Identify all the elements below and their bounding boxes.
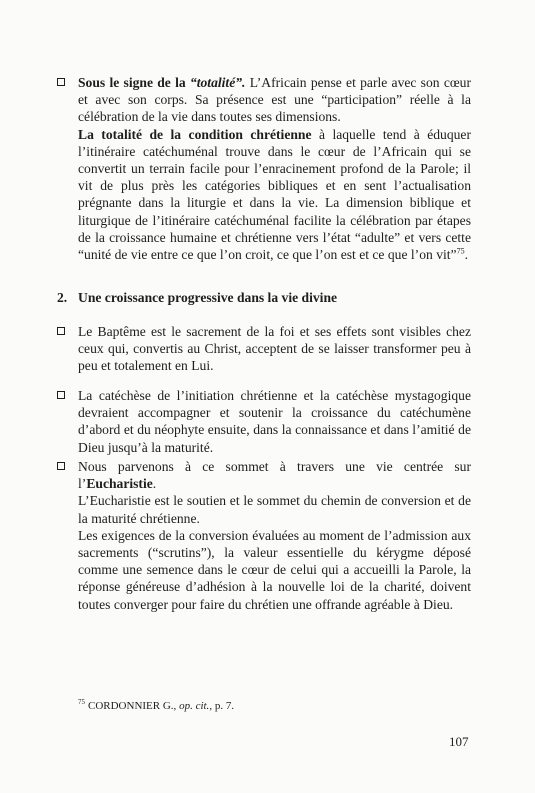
totality-bullet [57,74,471,263]
page-number: 107 [449,734,469,749]
footnote-number: 75 [78,698,85,707]
catechesis-bullet [57,387,471,456]
totality-intro-text: L’Africain pense et parle avec son cœur et avec son corps. Sa présence est une “participation” réelle à la célébration de la vie dans toutes ses dimensions. [78,75,471,125]
totality-section [57,74,471,263]
conversion-requirements-paragraph: Les exigences de la conversion évaluées au moment de l’admission aux sacrements (“scrutins”), la valeur essentielle du kérygme déposé comme une semence dans le cœur de celui qui a accueilli la Parole, la réponse généreuse d’adhésion à la nouvelle loi de la charité, doivent toutes converger pour faire du chrétien une offrande agréable à Dieu. [78,527,471,612]
footnote-ref: op. cit. [179,700,210,712]
footnote-page: , p. 7. [209,700,235,712]
totality-intro-paragraph [78,74,471,126]
totality-quote: “totalité”. [189,75,246,90]
condition-text: à laquelle tend à éduquer l’itinéraire catéchuménal trouve dans le cœur de l’Africain qui se convertit un terrain facile pour l’enracinement profond de la Parole; il vit de plus près les catégories bibliques et en sent l’actualisation prégnante dans la liturgie et dans la vie. La dimension biblique et liturgique de l’itinéraire catéchuménal facilite la célébration par étapes de la croissance humaine et chrétienne vers l’état “adulte” et vers cette “unité de vie entre ce que l’on croit, ce que l’on est et ce que l’on vit” [78,126,471,263]
eucharist-intro-text: Nous parvenons à ce sommet à travers une vie centrée sur l’ [78,459,471,492]
square-bullet-icon [57,391,65,399]
section-2-heading [57,290,337,306]
square-bullet-icon [57,327,65,335]
baptism-bullet [57,323,471,375]
totality-heading: Sous le signe de la [78,75,186,90]
eucharist-intro-end: . [152,476,157,492]
footnote [78,700,234,712]
eucharist-term: Eucharistie [86,476,153,492]
footnote-reference: 75 [456,246,465,256]
section-number: 2. [57,290,68,305]
eucharist-summit-paragraph: L’Eucharistie est le soutien et le sommet du chemin de conversion et de la maturité chrétienne. [78,493,471,526]
eucharist-intro-paragraph [78,458,471,492]
square-bullet-icon [57,462,65,470]
eucharist-bullet [57,458,471,613]
section-title: Une croissance progressive dans la vie divine [78,290,338,305]
condition-end: . [464,247,468,263]
condition-heading: La totalité de la condition chrétienne [78,126,312,142]
condition-paragraph [78,126,471,264]
footnote-author: CORDONNIER G., [88,700,177,712]
square-bullet-icon [57,78,65,86]
baptism-paragraph: Le Baptême est le sacrement de la foi et ses effets sont visibles chez ceux qui, convertis au Christ, acceptent de se laisser transformer peu à peu et totalement en Lui. [78,324,471,374]
catechesis-paragraph: La catéchèse de l’initiation chrétienne et la catéchèse mystagogique devraient accompagner et soutenir la croissance du catéchumène d’abord et du néophyte ensuite, dans la connaissance et dans l’amitié de Dieu jusqu’à la maturité. [78,388,471,455]
